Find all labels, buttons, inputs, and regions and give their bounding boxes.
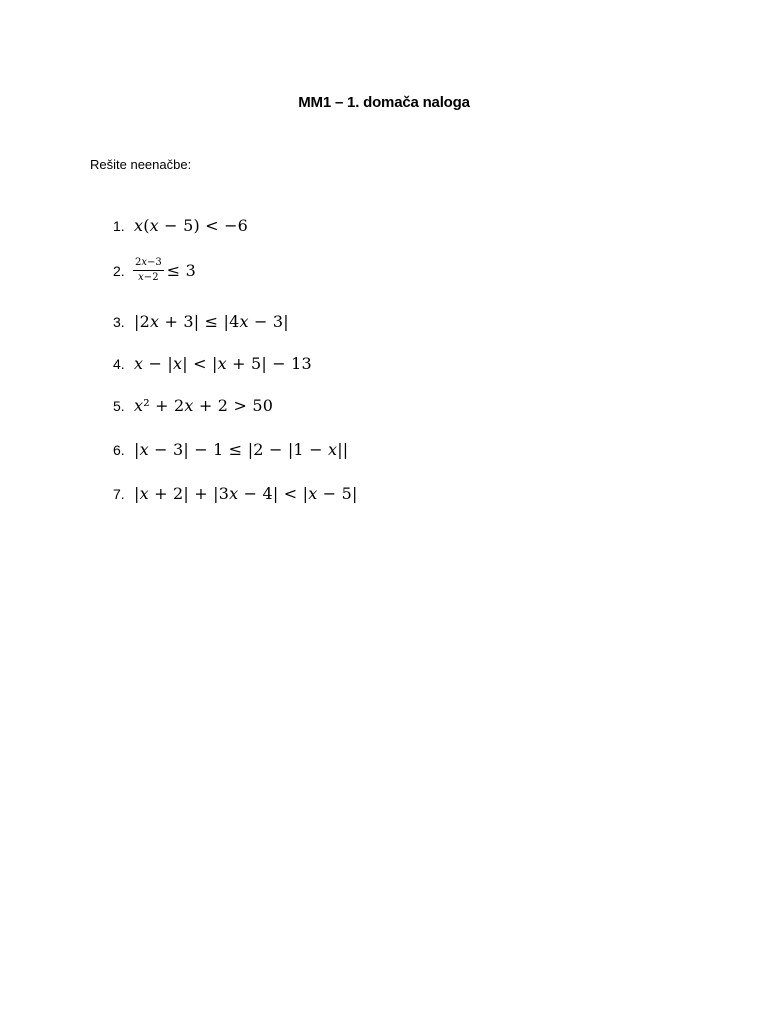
inequality-item-6 [113,440,348,459]
inequality-item-4 [113,354,312,373]
inequality-expression: 𝑥 − |𝑥| < |𝑥 + 5| − 13 [134,354,312,373]
fraction [134,257,163,284]
inequality-item-5 [113,396,273,415]
inequality-item-3 [113,312,289,331]
inequality-expression: ≤ 3 [166,261,197,280]
inequality-expression: 𝑥(𝑥 − 5) < −6 [134,216,249,235]
inequality-expression: |𝑥 − 3| − 1 ≤ |2 − |1 − 𝑥|| [134,440,349,459]
inequality-item-2 [113,257,196,284]
item-number: 5. [113,397,125,414]
fraction-numerator: 2𝑥−3 [135,257,162,268]
fraction-denominator: 𝑥−2 [138,272,159,283]
item-number: 3. [113,313,125,330]
item-number: 7. [113,485,125,502]
item-number: 6. [113,441,125,458]
inequality-expression: |𝑥 + 2| + |3𝑥 − 4| < |𝑥 − 5| [134,484,358,503]
item-number: 1. [113,217,125,234]
inequality-item-7 [113,484,358,503]
item-number: 2. [113,262,125,279]
document-title: MM1 – 1. domača naloga [298,94,470,111]
inequality-expression: |2𝑥 + 3| ≤ |4𝑥 − 3| [134,312,289,331]
fraction-bar [133,270,164,271]
instructions-text: Rešite neenačbe: [90,157,192,172]
inequality-expression: 𝑥² + 2𝑥 + 2 > 50 [134,396,274,415]
item-number: 4. [113,355,125,372]
inequality-item-1 [113,216,248,235]
